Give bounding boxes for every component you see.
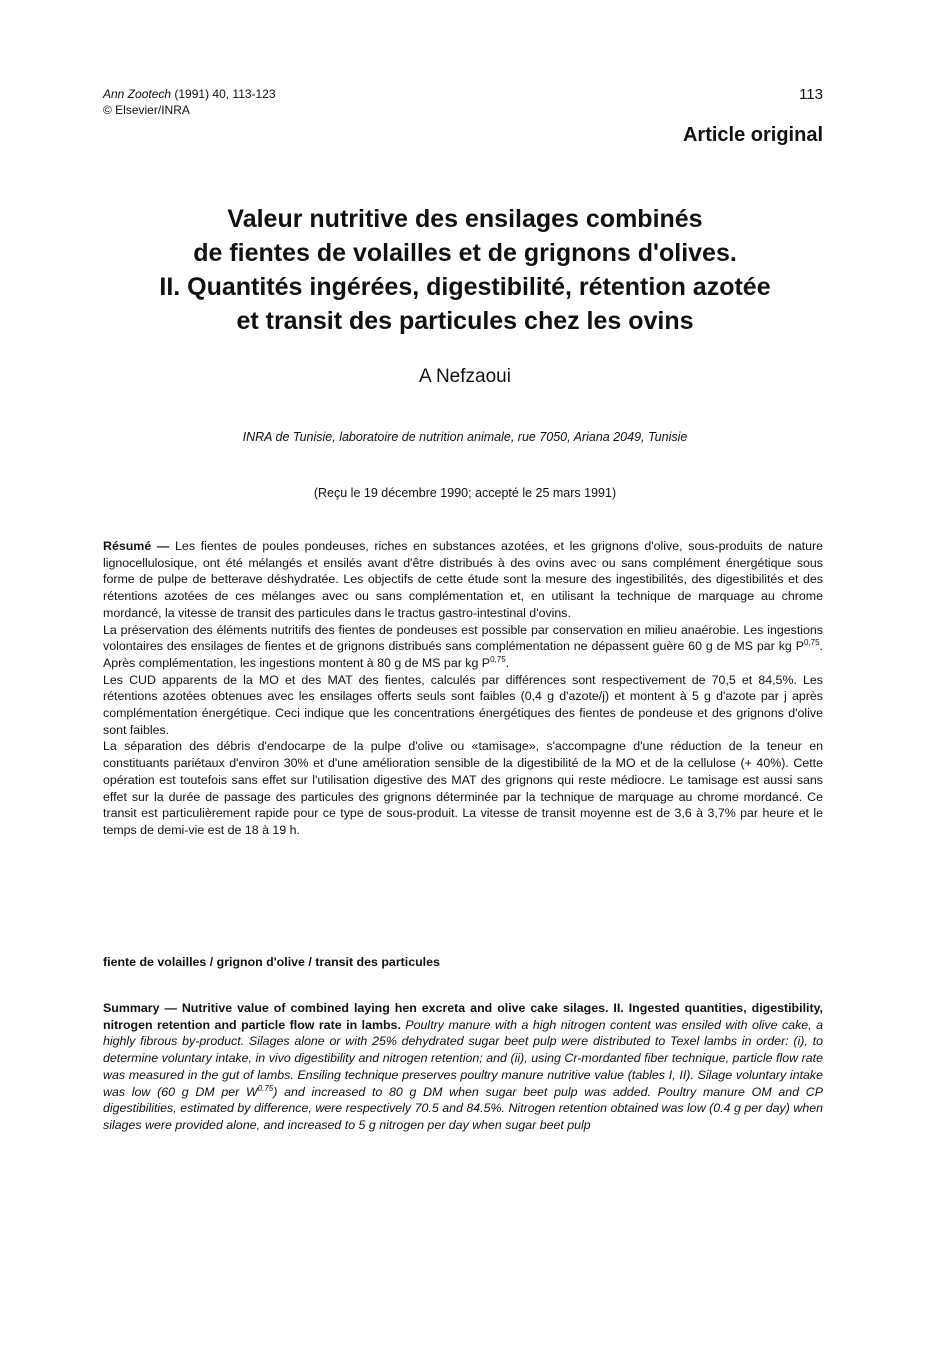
journal-citation <box>103 86 276 118</box>
publisher: © Elsevier/INRA <box>103 103 190 117</box>
summary-label: Summary — <box>103 1001 177 1015</box>
received-dates: (Reçu le 19 décembre 1990; accepté le 25 mars 1991) <box>313 486 617 500</box>
resume-label: Résumé — <box>103 539 170 553</box>
title-line: Valeur nutritive des ensilages combinés <box>227 205 703 233</box>
author: A Nefzaoui <box>419 366 511 387</box>
journal-name: Ann Zootech <box>103 87 172 101</box>
article-type: Article original <box>682 124 823 146</box>
resume-paragraph: La séparation des débris d'endocarpe de la pulpe d'olive ou «tamisage», s'accompagne d'une réduction de la teneur en constituants pariétaux d'environ 30% et d'une amélioration sensible de la digestibilité de la MO et de la cellulose (+ 40%). Cette opération est toutefois sans effet sur l'utilisation digestive des MAT des grignons qui reste médiocre. Le tamisage est aussi sans effet sur la durée de passage des particules des grignons déterminée par la technique de marquage au chrome mordancé. Ce transit est particulièrement rapide pour ce type de sous-produit. La vitesse de transit moyenne est de 3,6 à 3,7% par heure et le temps de demi-vie est de 18 à 19 h. <box>103 739 823 837</box>
keywords: fiente de volailles / grignon d'olive / transit des particules <box>103 955 440 969</box>
article-title <box>90 202 840 338</box>
resume-paragraph: La préservation des éléments nutritifs des fientes de pondeuses est possible par conservation en milieu anaérobie. Les ingestions volontaires des ensilages de fientes et de grignons distribués sans complémentation ne dépassent guère 60 g de MS par kg P$^{0,75}$. Après complémentation, les ingestions montent à 80 g de MS par kg P$^{0,75}$. <box>103 622 823 670</box>
page-number: 113 <box>799 86 823 103</box>
summary-title: Nutritive value of combined laying hen excreta and olive cake silages. II. Ingested quantities, digestibility, nitrogen retention and particle flow rate in lambs. <box>103 1001 823 1032</box>
resume-block <box>103 538 823 839</box>
title-line: et transit des particules chez les ovins <box>236 307 694 335</box>
resume-paragraph: Les CUD apparents de la MO et des MAT des fientes, calculés par différences sont respectivement de 70,5 et 84,5%. Les rétentions azotées obtenues avec les ensilages offerts seuls sont faibles (0,4 g d'azote/j) et montent à 5 g d'azote par j après complémentation énergétique. Ceci indique que les concentrations énergétiques des fientes de pondeuse et des grignons d'olive sont faibles. <box>103 672 823 737</box>
summary-block <box>103 1000 823 1134</box>
journal-volume: (1991) 40, 113-123 <box>174 87 276 101</box>
title-line: II. Quantités ingérées, digestibilité, rétention azotée <box>159 273 771 301</box>
title-line: de fientes de volailles et de grignons d'olives. <box>193 239 737 267</box>
resume-paragraph: Résumé — Les fientes de poules pondeuses, riches en substances azotées, et les grignons d'olive, sous-produits de nature lignocellulosique, ont été mélangés et ensilés avant d'être distribués à des ovins avec ou sans complément énergétique sous forme de pulpe de betterave déshydratée. Les objectifs de cette étude sont la mesure des ingestibilités, des digestibilités et des rétentions azotées de ces mélanges avec ou sans complémentation et, en utilisant la technique de marquage au chrome mordancé, la vitesse de transit des particules dans le tractus gastro-intestinal d'ovins. <box>103 539 823 620</box>
affiliation: INRA de Tunisie, laboratoire de nutrition animale, rue 7050, Ariana 2049, Tunisie <box>242 430 688 444</box>
summary-paragraph: Summary — Nutritive value of combined laying hen excreta and olive cake silages. II. Ingested quantities, digestibility, nitrogen retention and particle flow rate in lambs. Poultry manure with a high nitrogen content was ensiled with olive cake, a highly fibrous by-product. Silages alone or with 25% dehydrated sugar beet pulp were distributed to Texel lambs in order: (i), to determine voluntary intake, in vivo digestibility and nitrogen retention; and (ii), using Cr-mordanted fiber technique, particle flow rate was measured in the gut of lambs. Ensiling technique preserves poultry manure nutritive value (tables I, II). Silage voluntary intake was low (60 g DM per $W^{0.75}$) and increased to 80 g DM when sugar beet pulp was added. Poultry manure OM and CP digestibilities, estimated by difference, were respectively 70.5 and 84.5%. Nitrogen retention obtained was low (0.4 g per day) when silages were provided alone, and increased to 5 g nitrogen per day when sugar beet pulp <box>103 1001 823 1132</box>
